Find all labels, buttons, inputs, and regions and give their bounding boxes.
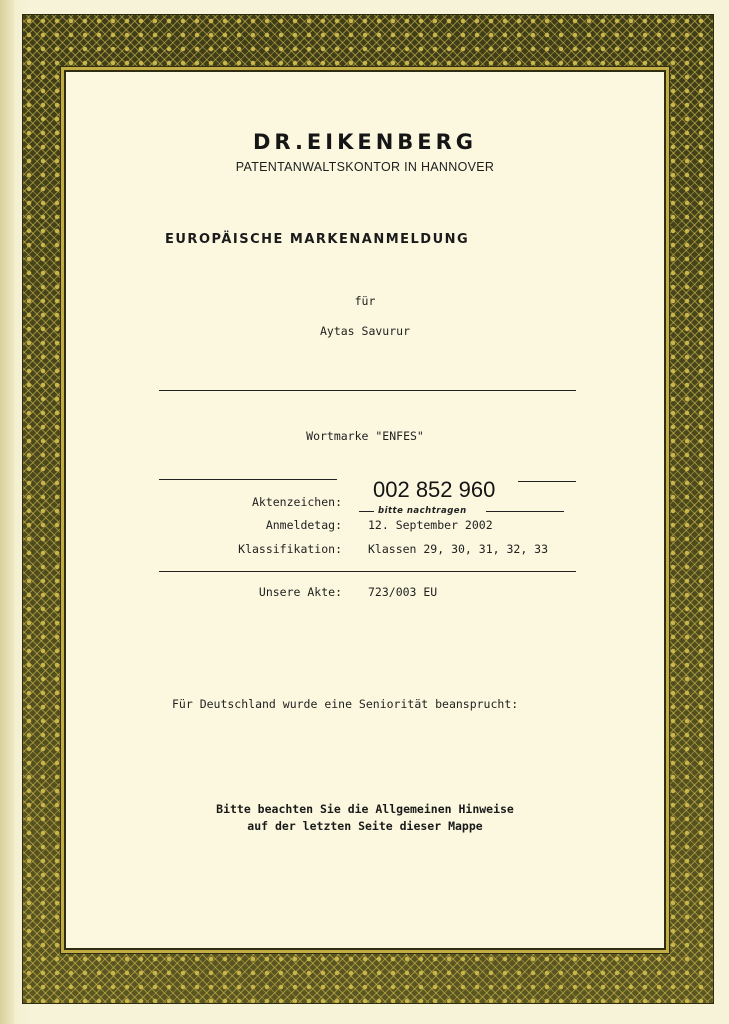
trademark-name: Wortmarke "ENFES" — [306, 429, 424, 443]
notice-line-1: Bitte beachten Sie die Allgemeinen Hinweise — [216, 802, 514, 816]
divider-line-right — [518, 481, 576, 482]
fill-in-hint: bitte nachtragen — [378, 506, 467, 516]
filing-date-label: Anmeldetag: — [265, 518, 342, 532]
file-reference-label: Aktenzeichen: — [251, 495, 342, 509]
binding-spine — [0, 0, 14, 1024]
divider-line — [159, 390, 576, 391]
divider-line-left — [159, 479, 337, 480]
hint-line-right — [486, 511, 564, 512]
for-label: für — [354, 294, 376, 308]
classification-label: Klassifikation: — [238, 542, 342, 556]
hint-line-left — [359, 511, 374, 512]
our-reference-value: 723/003 EU — [368, 585, 438, 599]
firm-subtitle: PATENTANWALTSKONTOR IN HANNOVER — [235, 160, 495, 174]
our-reference-label: Unsere Akte: — [258, 585, 342, 599]
filing-date-value: 12. September 2002 — [368, 518, 493, 532]
document-title: EUROPÄISCHE MARKENANMELDUNG — [165, 232, 470, 247]
certificate-panel — [64, 70, 666, 950]
notice-line-2: auf der letzten Seite dieser Mappe — [247, 819, 483, 833]
applicant-name: Aytas Savurur — [319, 324, 410, 338]
firm-name: DR.EIKENBERG — [252, 130, 478, 154]
application-number: 002 852 960 — [373, 477, 496, 502]
classification-value: Klassen 29, 30, 31, 32, 33 — [368, 542, 549, 556]
divider-line — [159, 571, 576, 572]
seniority-note: Für Deutschland wurde eine Seniorität beansprucht: — [172, 697, 519, 711]
